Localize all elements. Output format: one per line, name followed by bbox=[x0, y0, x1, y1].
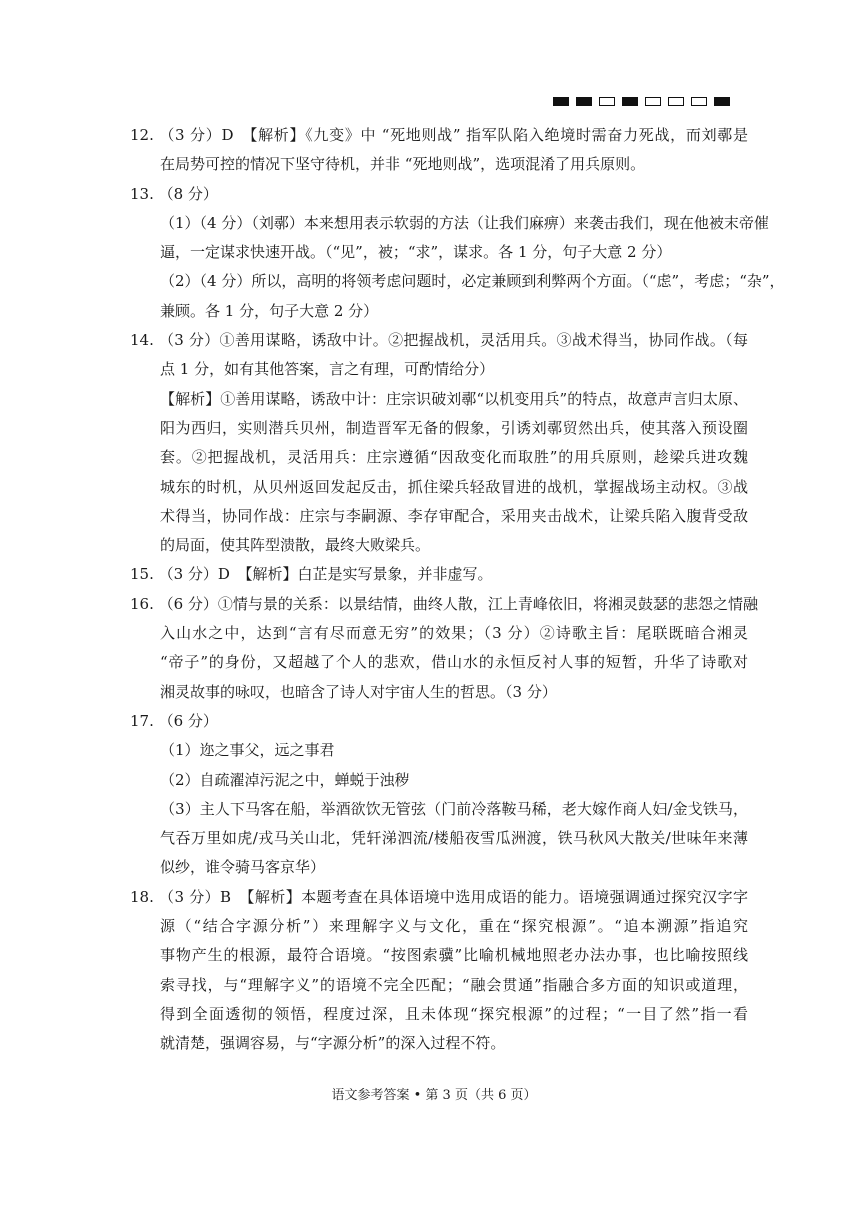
header-mark-empty bbox=[668, 97, 684, 106]
answer-line: 13. （8 分） bbox=[130, 184, 218, 203]
answer-line: 17. （6 分） bbox=[130, 711, 218, 730]
answer-line: （2）（4 分）所以，高明的将领考虑问题时，必定兼顾到利弊两个方面。（“虑”，考虑；“杂”， bbox=[160, 272, 785, 291]
answer-line: （2）自疏濯淖污泥之中，蝉蜕于浊秽 bbox=[160, 770, 410, 789]
answer-line: 事物产生的根源，最符合语境。“按图索骥”比喻机械地照老办法办事，也比喻按照线 bbox=[160, 946, 748, 965]
answer-line: 16. （6 分）①情与景的关系：以景结情，曲终人散，江上青峰依旧，将湘灵鼓瑟的悲怨之情融 bbox=[130, 594, 758, 613]
answer-line: 得到全面透彻的领悟，程度过深，且未体现“探究根源”的过程；“一目了然”指一看 bbox=[160, 1004, 748, 1023]
answer-line: 湘灵故事的咏叹，也暗含了诗人对宇宙人生的哲思。（3 分） bbox=[160, 682, 557, 701]
answer-line: 气吞万里如虎/戎马关山北，凭轩涕泗流/楼船夜雪瓜洲渡，铁马秋风大散关/世味年来薄 bbox=[160, 829, 748, 848]
answer-line: （3）主人下马客在船，举酒欲饮无管弦（门前冷落鞍马稀，老大嫁作商人妇/金戈铁马， bbox=[160, 799, 748, 818]
header-mark-empty bbox=[691, 97, 707, 106]
answer-line: 15. （3 分）D 【解析】白芷是实写景象，并非虚写。 bbox=[130, 565, 493, 584]
answer-line: 逼，一定谋求快速开战。（“见”，被；“求”，谋求。各 1 分，句子大意 2 分） bbox=[160, 243, 672, 262]
answer-line: （1）（4 分）（刘鄩）本来想用表示软弱的方法（让我们麻痹）来袭击我们，现在他被末帝催 bbox=[160, 213, 769, 232]
answer-line: 在局势可控的情况下坚守待机，并非 “死地则战”，选项混淆了用兵原则。 bbox=[160, 155, 646, 174]
header-mark-filled bbox=[714, 97, 730, 106]
header-marks bbox=[553, 97, 730, 106]
answer-line: 就清楚，强调容易，与“字源分析”的深入过程不符。 bbox=[160, 1034, 506, 1053]
header-mark-filled bbox=[553, 97, 569, 106]
answer-line: 术得当，协同作战：庄宗与李嗣源、李存审配合，采用夹击战术，让梁兵陷入腹背受敌 bbox=[160, 506, 748, 525]
header-mark-empty bbox=[599, 97, 615, 106]
answer-line: 索寻找，与“理解字义”的语境不完全匹配；“融会贯通”指融合多方面的知识或道理， bbox=[160, 975, 748, 994]
answer-line: 阳为西归，实则潜兵贝州，制造晋军无备的假象，引诱刘鄩贸然出兵，使其落入预设圈 bbox=[160, 418, 748, 437]
answer-line: 【解析】①善用谋略，诱敌中计：庄宗识破刘鄩“以机变用兵”的特点，故意声言归太原、 bbox=[160, 389, 748, 408]
page-footer: 语文参考答案 • 第 3 页（共 6 页） bbox=[331, 1088, 537, 1103]
header-mark-empty bbox=[645, 97, 661, 106]
answer-line: 点 1 分，如有其他答案，言之有理，可酌情给分） bbox=[160, 360, 495, 379]
header-mark-filled bbox=[622, 97, 638, 106]
answer-line: “帝子”的身份，又超越了个人的悲欢，借山水的永恒反衬人事的短暂，升华了诗歌对 bbox=[160, 653, 748, 672]
header-mark-filled bbox=[576, 97, 592, 106]
answer-line: 18. （3 分）B 【解析】本题考查在具体语境中选用成语的能力。语境强调通过探究汉字字 bbox=[130, 887, 748, 906]
answer-line: 城东的时机，从贝州返回发起反击，抓住梁兵轻敌冒进的战机，掌握战场主动权。③战 bbox=[160, 477, 748, 496]
answer-line: 源（“结合字源分析”）来理解字义与文化，重在“探究根源”。“追本溯源”指追究 bbox=[160, 917, 748, 936]
answer-line: 似纱，谁令骑马客京华） bbox=[160, 858, 326, 877]
answer-line: 入山水之中，达到“言有尽而意无穷”的效果；（3 分）②诗歌主旨：尾联既暗合湘灵 bbox=[160, 624, 748, 643]
answer-line: 兼顾。各 1 分，句子大意 2 分） bbox=[160, 301, 379, 320]
answer-line: 套。②把握战机，灵活用兵：庄宗遵循“因敌变化而取胜”的用兵原则，趁梁兵进攻魏 bbox=[160, 448, 748, 467]
answer-content bbox=[130, 121, 785, 1059]
answer-line: （1）迩之事父，远之事君 bbox=[160, 741, 335, 760]
answer-line: 12. （3 分）D 【解析】《九变》中 “死地则战” 指军队陷入绝境时需奋力死战，而刘鄩是 bbox=[130, 126, 748, 144]
answer-line: 14. （3 分）①善用谋略，诱敌中计。②把握战机，灵活用兵。③战术得当，协同作战。（每 bbox=[130, 331, 748, 350]
answer-line: 的局面，使其阵型溃散，最终大败梁兵。 bbox=[160, 536, 431, 555]
